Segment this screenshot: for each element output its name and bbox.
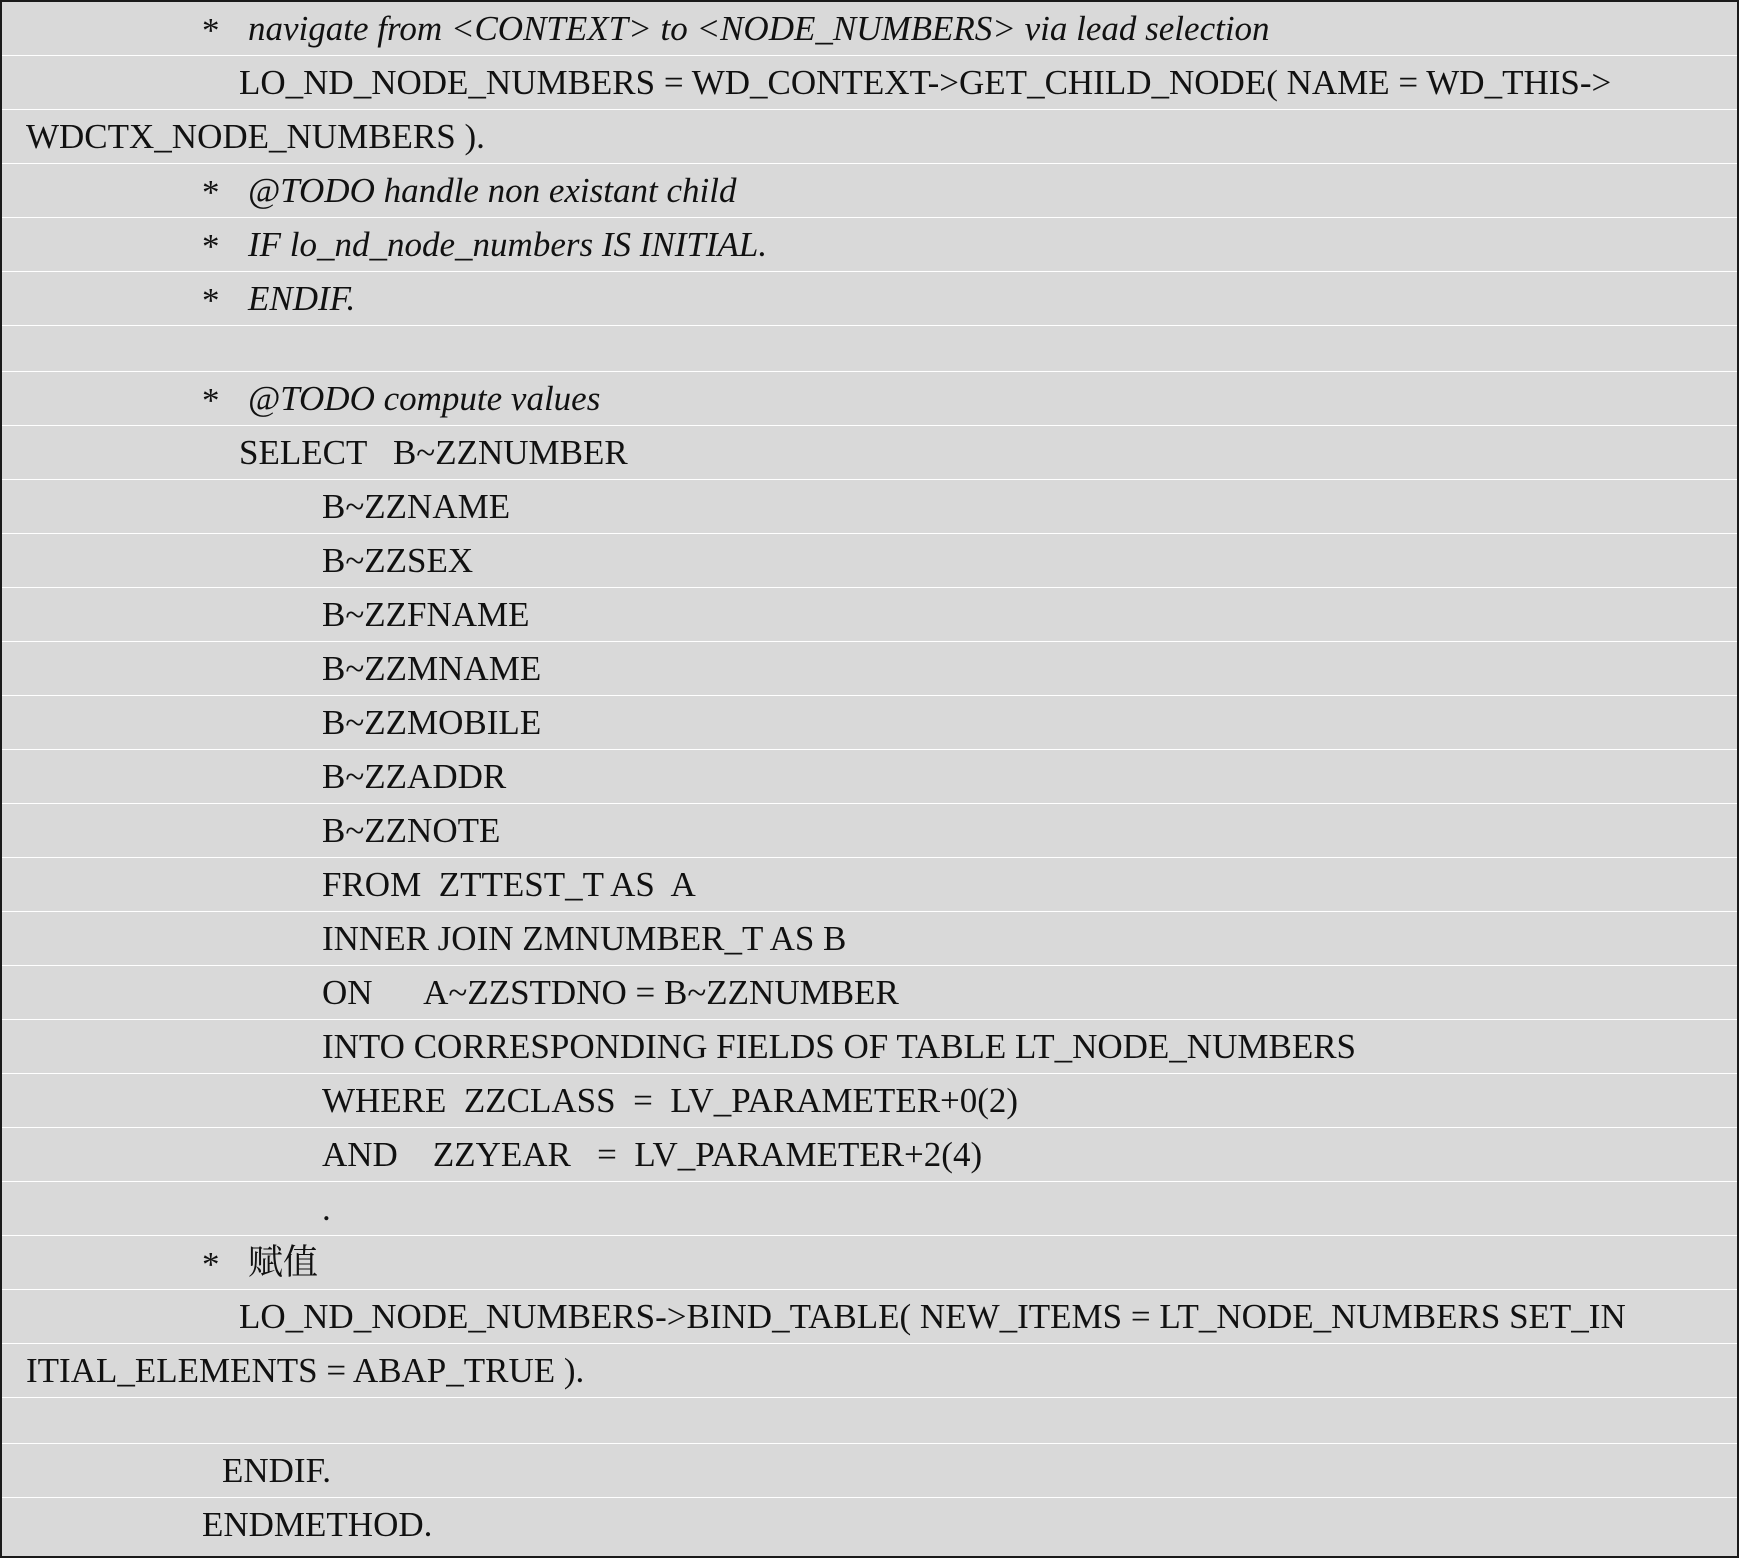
comment-marker: *: [202, 173, 220, 212]
code-line-19: [2, 966, 1737, 1020]
code-line-18: [2, 912, 1737, 966]
comment-marker: *: [202, 281, 220, 320]
code-line-text: B~ZZFNAME: [322, 595, 530, 634]
code-line-text: navigate from <CONTEXT> to <NODE_NUMBERS> via lead selection: [248, 9, 1270, 48]
code-line-11: [2, 534, 1737, 588]
code-line-text: @TODO handle non existant child: [248, 171, 737, 210]
code-line-text: B~ZZMNAME: [322, 649, 542, 688]
code-line-text: .: [322, 1189, 331, 1228]
code-line-27-blank: [2, 1398, 1737, 1444]
code-line-26: [2, 1344, 1737, 1398]
code-line-text: FROM ZTTEST_T AS A: [322, 865, 696, 904]
code-line-22: [2, 1128, 1737, 1182]
code-line-23: [2, 1182, 1737, 1236]
code-line-1: [2, 2, 1737, 56]
code-line-text: LO_ND_NODE_NUMBERS = WD_CONTEXT->GET_CHILD_NODE( NAME = WD_THIS->: [239, 63, 1612, 102]
code-line-text: ENDMETHOD.: [202, 1505, 433, 1544]
code-line-2: [2, 56, 1737, 110]
code-line-16: [2, 804, 1737, 858]
comment-marker: *: [202, 11, 220, 50]
code-line-25: [2, 1290, 1737, 1344]
code-line-text: WDCTX_NODE_NUMBERS ).: [26, 117, 485, 156]
code-line-10: [2, 480, 1737, 534]
comment-marker: *: [202, 1245, 220, 1284]
code-line-text: B~ZZSEX: [322, 541, 474, 580]
code-line-text: B~ZZNOTE: [322, 811, 501, 850]
code-line-text: ON A~ZZSTDNO = B~ZZNUMBER: [322, 973, 899, 1012]
code-line-text: AND ZZYEAR = LV_PARAMETER+2(4): [322, 1135, 983, 1174]
code-line-28: [2, 1444, 1737, 1498]
code-line-text: B~ZZADDR: [322, 757, 507, 796]
code-line-20: [2, 1020, 1737, 1074]
code-line-15: [2, 750, 1737, 804]
code-line-text: WHERE ZZCLASS = LV_PARAMETER+0(2): [322, 1081, 1019, 1120]
code-line-text: SELECT B~ZZNUMBER: [239, 433, 628, 472]
code-line-text: INTO CORRESPONDING FIELDS OF TABLE LT_NODE_NUMBERS: [322, 1027, 1357, 1066]
code-line-24: [2, 1236, 1737, 1290]
code-line-text: ITIAL_ELEMENTS = ABAP_TRUE ).: [26, 1351, 585, 1390]
code-line-3: [2, 110, 1737, 164]
comment-marker: *: [202, 227, 220, 266]
code-line-5: [2, 218, 1737, 272]
code-line-text: 赋值: [248, 1243, 319, 1282]
code-line-29: [2, 1498, 1737, 1552]
code-line-13: [2, 642, 1737, 696]
code-line-12: [2, 588, 1737, 642]
comment-marker: *: [202, 381, 220, 420]
code-line-text: IF lo_nd_node_numbers IS INITIAL.: [248, 225, 768, 264]
code-line-text: INNER JOIN ZMNUMBER_T AS B: [322, 919, 847, 958]
code-line-text: @TODO compute values: [248, 379, 601, 418]
code-line-text: ENDIF.: [248, 279, 356, 318]
code-line-9: [2, 426, 1737, 480]
code-line-text: LO_ND_NODE_NUMBERS->BIND_TABLE( NEW_ITEMS = LT_NODE_NUMBERS SET_IN: [239, 1297, 1626, 1336]
code-line-17: [2, 858, 1737, 912]
code-line-6: [2, 272, 1737, 326]
code-line-7-blank: [2, 326, 1737, 372]
code-line-text: B~ZZMOBILE: [322, 703, 542, 742]
code-line-21: [2, 1074, 1737, 1128]
code-line-4: [2, 164, 1737, 218]
code-line-text: B~ZZNAME: [322, 487, 511, 526]
code-line-8: [2, 372, 1737, 426]
code-line-text: ENDIF.: [222, 1451, 331, 1490]
code-line-14: [2, 696, 1737, 750]
